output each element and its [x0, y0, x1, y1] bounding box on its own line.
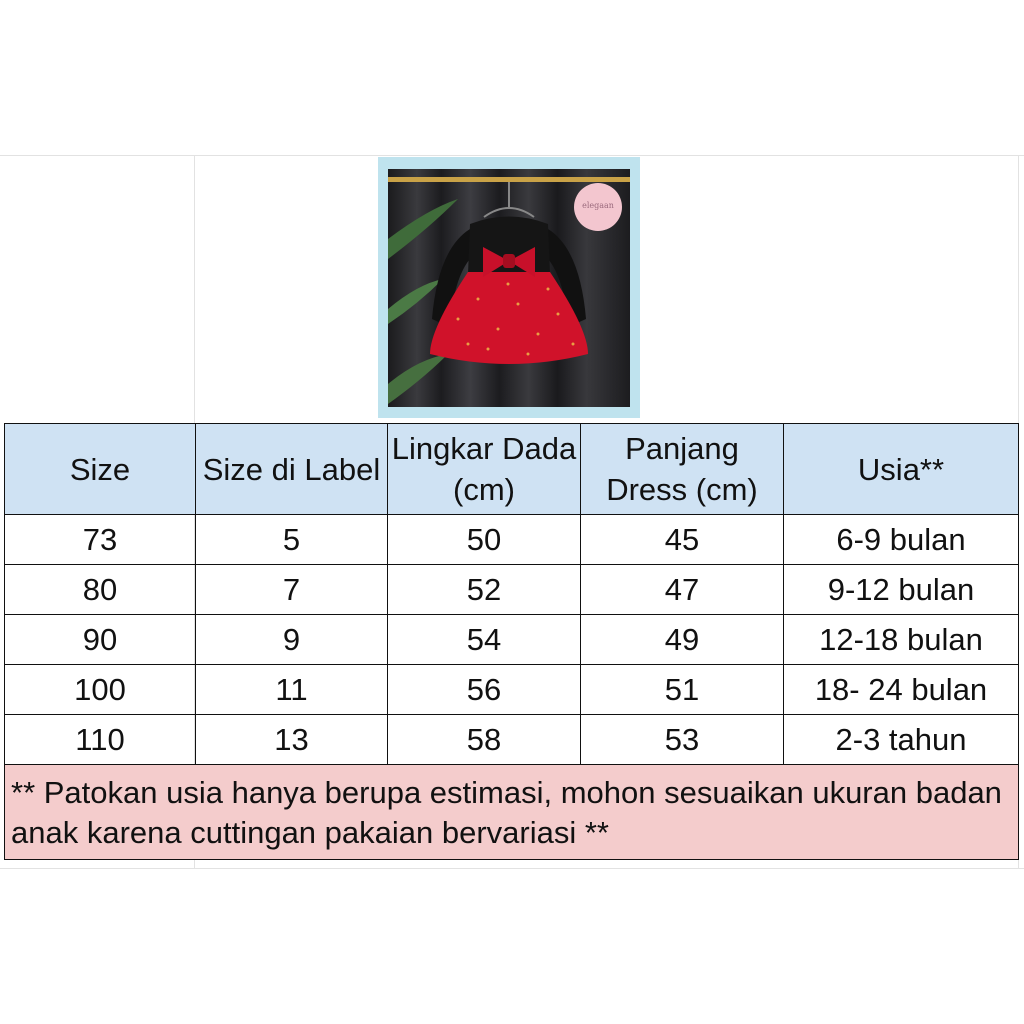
table-row: [5, 615, 1019, 665]
cell-age: 2-3 tahun: [784, 715, 1019, 765]
product-photo: [378, 157, 640, 418]
cell-size-label: 11: [196, 665, 388, 715]
table-row: [5, 665, 1019, 715]
cell-chest: 58: [388, 715, 581, 765]
table-row: [5, 515, 1019, 565]
size-chart-table: [4, 423, 1019, 860]
table-header-row: [5, 424, 1019, 515]
cell-chest: 56: [388, 665, 581, 715]
cell-size: 110: [5, 715, 196, 765]
cell-size-label: 5: [196, 515, 388, 565]
cell-size-label: 13: [196, 715, 388, 765]
cell-chest: 50: [388, 515, 581, 565]
photo-background: [388, 169, 630, 407]
size-note: ** Patokan usia hanya berupa estimasi, mohon sesuaikan ukuran badan anak karena cuttingan pakaian bervariasi **: [5, 765, 1019, 860]
cell-length: 47: [581, 565, 784, 615]
cell-size: 100: [5, 665, 196, 715]
cell-size: 73: [5, 515, 196, 565]
header-chest: Lingkar Dada (cm): [388, 424, 581, 515]
cell-size: 90: [5, 615, 196, 665]
note-row: [5, 765, 1019, 860]
table-row: [5, 715, 1019, 765]
cell-length: 51: [581, 665, 784, 715]
cell-size-label: 7: [196, 565, 388, 615]
cell-age: 12-18 bulan: [784, 615, 1019, 665]
cell-age: 18- 24 bulan: [784, 665, 1019, 715]
gridline: [0, 868, 1024, 869]
cell-length: 53: [581, 715, 784, 765]
table-row: [5, 565, 1019, 615]
cell-length: 49: [581, 615, 784, 665]
cell-length: 45: [581, 515, 784, 565]
brand-logo: elegaan: [582, 201, 614, 210]
header-size-label: Size di Label: [196, 424, 388, 515]
cell-age: 6-9 bulan: [784, 515, 1019, 565]
cell-chest: 52: [388, 565, 581, 615]
cell-size: 80: [5, 565, 196, 615]
cell-age: 9-12 bulan: [784, 565, 1019, 615]
header-length: Panjang Dress (cm): [581, 424, 784, 515]
header-age: Usia**: [784, 424, 1019, 515]
cell-size-label: 9: [196, 615, 388, 665]
gridline: [0, 155, 1024, 156]
cell-chest: 54: [388, 615, 581, 665]
header-size: Size: [5, 424, 196, 515]
